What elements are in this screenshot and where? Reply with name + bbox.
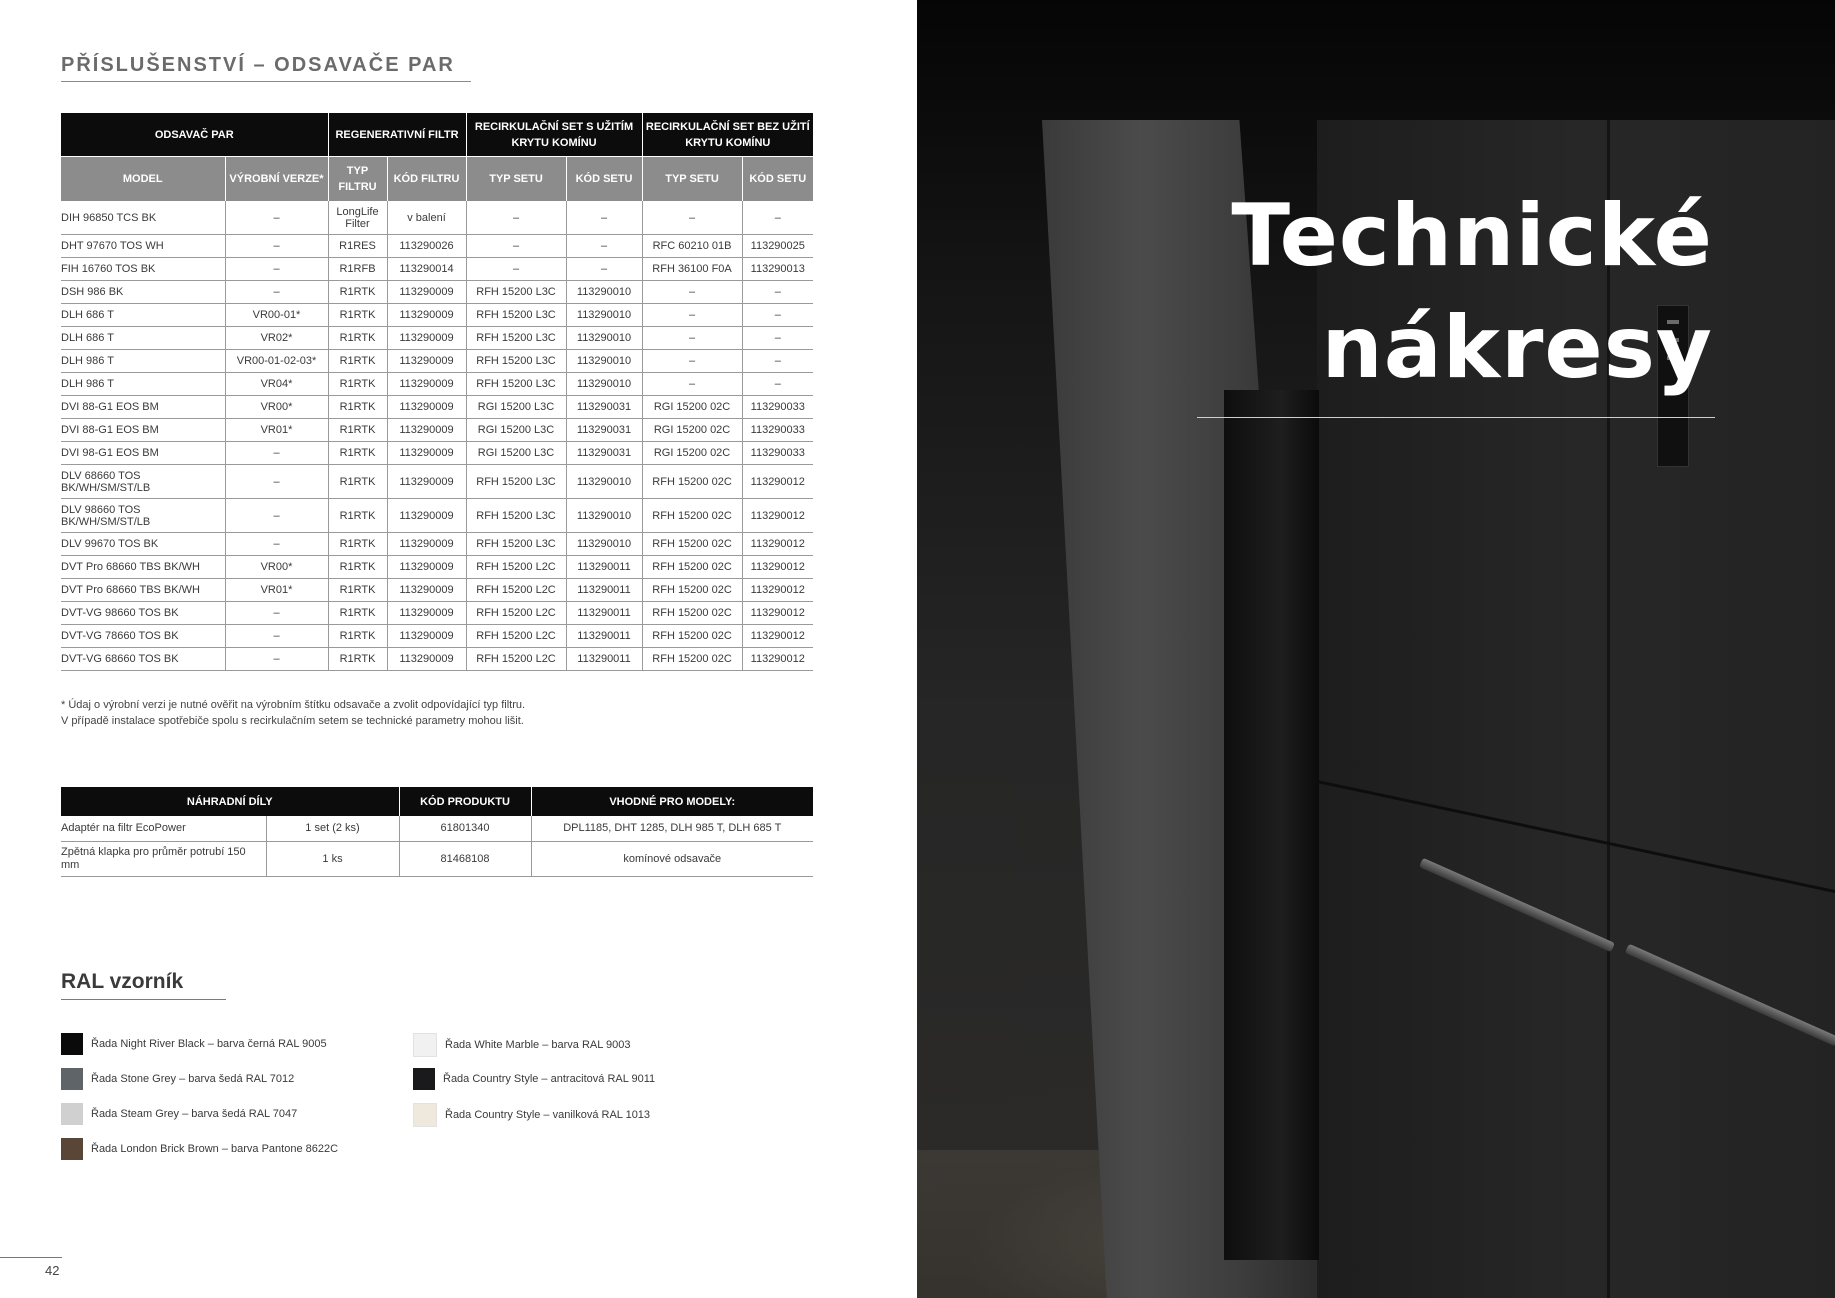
cell-filter-type: R1RTK: [328, 556, 387, 579]
cell-set-type-without-cover: –: [642, 350, 742, 373]
accessory-group-header-row: [61, 113, 813, 157]
cell-set-code-with-cover: 113290010: [566, 533, 642, 556]
cell-filter-type: R1RTK: [328, 327, 387, 350]
accessory-table-body: [61, 201, 813, 671]
col-header-filter-type: TYP FILTRU: [328, 157, 387, 202]
cell-production-version: –: [225, 499, 328, 533]
cell-production-version: VR02*: [225, 327, 328, 350]
table-row: [61, 579, 813, 602]
cell-set-type-with-cover: RFH 15200 L3C: [466, 533, 566, 556]
cell-filter-type: R1RTK: [328, 533, 387, 556]
cell-set-code-with-cover: 113290010: [566, 327, 642, 350]
cell-production-version: –: [225, 533, 328, 556]
title-line-2: nákresy: [1321, 298, 1713, 398]
part-models: komínové odsavače: [531, 842, 813, 877]
color-swatch: [61, 1033, 83, 1055]
spare-parts-header-row: [61, 787, 813, 816]
ral-item-country-style-anthracite: [413, 1068, 655, 1090]
cell-model: DLH 686 T: [61, 304, 225, 327]
cell-set-type-without-cover: RFH 15200 02C: [642, 556, 742, 579]
cell-set-code-without-cover: –: [742, 327, 813, 350]
footnotes: [61, 697, 525, 729]
table-row: [61, 419, 813, 442]
ral-item-stone-grey: [61, 1068, 294, 1090]
footnote-version: * Údaj o výrobní verzi je nutné ověřit na výrobním štítku odsavače a zvolit odpovídající typ filtru.: [61, 699, 526, 711]
cell-filter-code: 113290009: [387, 304, 466, 327]
cell-set-code-with-cover: –: [566, 258, 642, 281]
cell-filter-code: 113290009: [387, 625, 466, 648]
cell-set-code-without-cover: –: [742, 201, 813, 235]
part-code: 81468108: [399, 842, 531, 877]
color-swatch: [413, 1103, 437, 1127]
cell-filter-type: R1RTK: [328, 373, 387, 396]
cell-set-type-without-cover: –: [642, 281, 742, 304]
cell-model: DLH 686 T: [61, 327, 225, 350]
table-row: [61, 201, 813, 235]
cell-filter-code: 113290009: [387, 373, 466, 396]
cell-set-type-without-cover: RFH 15200 02C: [642, 499, 742, 533]
cell-set-code-with-cover: 113290011: [566, 648, 642, 671]
ral-item-label: Řada Country Style – vanilková RAL 1013: [445, 1109, 651, 1121]
cell-set-code-with-cover: 113290011: [566, 602, 642, 625]
cell-production-version: –: [225, 258, 328, 281]
cell-filter-type: R1RTK: [328, 281, 387, 304]
table-row: [61, 235, 813, 258]
ral-item-label: Řada Stone Grey – barva šedá RAL 7012: [91, 1073, 295, 1085]
col-header-version: VÝROBNÍ VERZE*: [225, 157, 328, 202]
cell-set-type-with-cover: –: [466, 201, 566, 235]
table-row: [61, 816, 813, 842]
cell-set-type-without-cover: –: [642, 373, 742, 396]
cell-set-code-without-cover: 113290033: [742, 419, 813, 442]
cell-set-code-with-cover: 113290031: [566, 442, 642, 465]
cell-set-type-without-cover: RFH 15200 02C: [642, 579, 742, 602]
cell-set-type-without-cover: RFH 36100 F0A: [642, 258, 742, 281]
cell-model: DVT-VG 78660 TOS BK: [61, 625, 225, 648]
accessory-sub-header-row: [61, 157, 813, 202]
cell-set-code-with-cover: 113290031: [566, 396, 642, 419]
right-page-title: [1231, 180, 1713, 404]
cell-production-version: –: [225, 602, 328, 625]
cell-filter-type: R1RTK: [328, 499, 387, 533]
table-row: [61, 350, 813, 373]
cell-set-type-with-cover: RFH 15200 L3C: [466, 304, 566, 327]
cell-production-version: –: [225, 648, 328, 671]
cell-set-type-without-cover: RGI 15200 02C: [642, 396, 742, 419]
cell-set-code-without-cover: –: [742, 373, 813, 396]
color-swatch: [413, 1068, 435, 1090]
cell-set-type-without-cover: RGI 15200 02C: [642, 419, 742, 442]
cell-filter-type: R1RTK: [328, 442, 387, 465]
group-header-recirc-without-cover: RECIRKULAČNÍ SET BEZ UŽITÍ KRYTU KOMÍNU: [642, 113, 813, 157]
cell-set-code-without-cover: 113290012: [742, 465, 813, 499]
cell-filter-type: R1RTK: [328, 350, 387, 373]
cell-production-version: VR04*: [225, 373, 328, 396]
cell-filter-code: 113290009: [387, 442, 466, 465]
color-swatch: [61, 1103, 83, 1125]
table-row: [61, 442, 813, 465]
cell-model: DLV 68660 TOS BK/WH/SM/ST/LB: [61, 465, 225, 499]
cell-model: DLV 98660 TOS BK/WH/SM/ST/LB: [61, 499, 225, 533]
cell-filter-code: 113290009: [387, 579, 466, 602]
part-name: Zpětná klapka pro průměr potrubí 150 mm: [61, 842, 266, 877]
color-swatch: [61, 1068, 83, 1090]
cell-set-type-without-cover: RFC 60210 01B: [642, 235, 742, 258]
cell-set-code-without-cover: 113290012: [742, 556, 813, 579]
table-row: [61, 842, 813, 877]
color-swatch: [413, 1033, 437, 1057]
cell-set-code-with-cover: 113290011: [566, 556, 642, 579]
group-header-hood: ODSAVAČ PAR: [61, 113, 328, 157]
cell-set-code-with-cover: 113290031: [566, 419, 642, 442]
col-header-set-code-2: KÓD SETU: [742, 157, 813, 202]
cell-model: DHT 97670 TOS WH: [61, 235, 225, 258]
cell-production-version: –: [225, 465, 328, 499]
cell-set-type-with-cover: –: [466, 235, 566, 258]
cell-production-version: –: [225, 442, 328, 465]
cell-set-code-without-cover: –: [742, 304, 813, 327]
table-row: [61, 396, 813, 419]
ral-item-country-style-vanilla: [413, 1103, 650, 1127]
cell-model: DVT Pro 68660 TBS BK/WH: [61, 579, 225, 602]
col-header-product-code: KÓD PRODUKTU: [399, 787, 531, 816]
ral-item-label: Řada London Brick Brown – barva Pantone 8622C: [91, 1143, 339, 1155]
cell-filter-code: 113290009: [387, 350, 466, 373]
cell-production-version: –: [225, 201, 328, 235]
col-header-set-type-1: TYP SETU: [466, 157, 566, 202]
table-row: [61, 465, 813, 499]
cell-set-type-with-cover: RFH 15200 L2C: [466, 648, 566, 671]
cell-model: DLV 99670 TOS BK: [61, 533, 225, 556]
cell-model: DVT-VG 68660 TOS BK: [61, 648, 225, 671]
col-header-set-code-1: KÓD SETU: [566, 157, 642, 202]
part-code: 61801340: [399, 816, 531, 842]
cell-filter-code: 113290009: [387, 281, 466, 304]
cell-filter-type: LongLife Filter: [328, 201, 387, 235]
cell-set-type-with-cover: RFH 15200 L2C: [466, 579, 566, 602]
cell-model: DVT Pro 68660 TBS BK/WH: [61, 556, 225, 579]
cell-set-code-without-cover: 113290025: [742, 235, 813, 258]
cell-filter-code: 113290009: [387, 499, 466, 533]
cell-filter-code: 113290009: [387, 533, 466, 556]
cell-set-type-with-cover: RGI 15200 L3C: [466, 396, 566, 419]
part-quantity: 1 ks: [266, 842, 399, 877]
cell-set-code-with-cover: 113290010: [566, 373, 642, 396]
cell-production-version: VR00-01*: [225, 304, 328, 327]
section-title: PŘÍSLUŠENSTVÍ – ODSAVAČE PAR: [61, 54, 471, 82]
cell-production-version: VR01*: [225, 579, 328, 602]
cell-set-code-with-cover: 113290010: [566, 304, 642, 327]
cell-production-version: VR00*: [225, 556, 328, 579]
cell-set-code-with-cover: 113290010: [566, 465, 642, 499]
cell-filter-type: R1RTK: [328, 625, 387, 648]
cell-set-code-with-cover: 113290011: [566, 579, 642, 602]
table-row: [61, 258, 813, 281]
cell-production-version: VR00-01-02-03*: [225, 350, 328, 373]
cell-set-type-without-cover: –: [642, 327, 742, 350]
ral-item-label: Řada Night River Black – barva černá RAL 9005: [91, 1038, 327, 1050]
table-row: [61, 281, 813, 304]
cell-production-version: VR01*: [225, 419, 328, 442]
cell-filter-code: 113290009: [387, 465, 466, 499]
col-header-spare-parts: NÁHRADNÍ DÍLY: [61, 787, 399, 816]
cell-set-type-without-cover: RFH 15200 02C: [642, 648, 742, 671]
right-page-photo: [917, 0, 1835, 1298]
ral-item-night-river-black: [61, 1033, 327, 1055]
cell-filter-code: v balení: [387, 201, 466, 235]
col-header-suitable-models: VHODNÉ PRO MODELY:: [531, 787, 813, 816]
col-header-model: MODEL: [61, 157, 225, 202]
page-number: 42: [45, 1263, 60, 1278]
group-header-recirc-with-cover: RECIRKULAČNÍ SET S UŽITÍM KRYTU KOMÍNU: [466, 113, 642, 157]
cell-filter-code: 113290026: [387, 235, 466, 258]
cell-set-code-without-cover: 113290012: [742, 648, 813, 671]
table-row: [61, 625, 813, 648]
ral-item-steam-grey: [61, 1103, 297, 1125]
cell-production-version: –: [225, 235, 328, 258]
cell-set-code-without-cover: 113290012: [742, 499, 813, 533]
table-row: [61, 373, 813, 396]
cell-filter-code: 113290009: [387, 327, 466, 350]
cell-set-type-without-cover: RGI 15200 02C: [642, 442, 742, 465]
cell-filter-type: R1RTK: [328, 602, 387, 625]
cell-set-code-without-cover: 113290012: [742, 533, 813, 556]
cell-set-type-without-cover: –: [642, 201, 742, 235]
title-rule: [1197, 417, 1715, 418]
cell-filter-type: R1RTK: [328, 304, 387, 327]
cell-filter-type: R1RTK: [328, 465, 387, 499]
col-header-filter-code: KÓD FILTRU: [387, 157, 466, 202]
table-row: [61, 556, 813, 579]
part-models: DPL1185, DHT 1285, DLH 985 T, DLH 685 T: [531, 816, 813, 842]
cell-filter-type: R1RES: [328, 235, 387, 258]
cell-filter-code: 113290014: [387, 258, 466, 281]
ral-item-london-brick-brown: [61, 1138, 338, 1160]
cell-set-type-with-cover: RFH 15200 L3C: [466, 350, 566, 373]
title-line-1: Technické: [1231, 186, 1713, 286]
table-row: [61, 602, 813, 625]
footnote-parameters: V případě instalace spotřebiče spolu s recirkulačním setem se technické parametry mohou lišit.: [61, 715, 524, 727]
table-row: [61, 648, 813, 671]
table-row: [61, 533, 813, 556]
cell-set-code-without-cover: 113290012: [742, 625, 813, 648]
cell-filter-code: 113290009: [387, 419, 466, 442]
ral-title: RAL vzorník: [61, 970, 226, 1000]
cell-set-type-with-cover: RFH 15200 L2C: [466, 556, 566, 579]
cell-filter-type: R1RTK: [328, 396, 387, 419]
cell-set-type-without-cover: RFH 15200 02C: [642, 625, 742, 648]
cell-set-type-with-cover: RFH 15200 L2C: [466, 625, 566, 648]
cell-model: FIH 16760 TOS BK: [61, 258, 225, 281]
cell-set-code-with-cover: 113290010: [566, 499, 642, 533]
cell-set-code-with-cover: 113290010: [566, 281, 642, 304]
cell-model: DVI 98-G1 EOS BM: [61, 442, 225, 465]
ral-item-label: Řada Steam Grey – barva šedá RAL 7047: [91, 1108, 298, 1120]
cell-model: DIH 96850 TCS BK: [61, 201, 225, 235]
cell-set-type-without-cover: RFH 15200 02C: [642, 465, 742, 499]
ral-item-label: Řada Country Style – antracitová RAL 9011: [443, 1073, 656, 1085]
cell-set-type-without-cover: –: [642, 304, 742, 327]
cell-set-code-with-cover: 113290011: [566, 625, 642, 648]
cell-model: DLH 986 T: [61, 350, 225, 373]
ral-item-white-marble: [413, 1033, 630, 1057]
left-page: [0, 0, 917, 1298]
page-number-rule: [0, 1257, 62, 1258]
cell-set-type-with-cover: RFH 15200 L3C: [466, 281, 566, 304]
cell-set-code-with-cover: –: [566, 201, 642, 235]
cell-set-type-with-cover: RGI 15200 L3C: [466, 419, 566, 442]
part-name: Adaptér na filtr EcoPower: [61, 816, 266, 842]
cell-set-code-without-cover: 113290033: [742, 396, 813, 419]
cell-set-code-with-cover: –: [566, 235, 642, 258]
cell-set-code-without-cover: 113290013: [742, 258, 813, 281]
cell-set-code-with-cover: 113290010: [566, 350, 642, 373]
table-row: [61, 327, 813, 350]
cell-filter-type: R1RTK: [328, 419, 387, 442]
cell-set-code-without-cover: 113290012: [742, 579, 813, 602]
cell-set-type-without-cover: RFH 15200 02C: [642, 602, 742, 625]
col-header-set-type-2: TYP SETU: [642, 157, 742, 202]
cell-set-type-with-cover: –: [466, 258, 566, 281]
cell-set-type-with-cover: RFH 15200 L3C: [466, 465, 566, 499]
cell-set-code-without-cover: 113290012: [742, 602, 813, 625]
cell-model: DSH 986 BK: [61, 281, 225, 304]
cell-set-type-with-cover: RFH 15200 L3C: [466, 499, 566, 533]
color-swatch: [61, 1138, 83, 1160]
cell-production-version: –: [225, 625, 328, 648]
cell-filter-type: R1RTK: [328, 648, 387, 671]
accessory-table: [61, 113, 813, 671]
cell-set-type-with-cover: RFH 15200 L2C: [466, 602, 566, 625]
cell-filter-code: 113290009: [387, 648, 466, 671]
cell-set-code-without-cover: –: [742, 281, 813, 304]
cell-production-version: VR00*: [225, 396, 328, 419]
cell-set-code-without-cover: –: [742, 350, 813, 373]
group-header-regen-filter: REGENERATIVNÍ FILTR: [328, 113, 466, 157]
spare-parts-table: [61, 787, 813, 877]
cell-filter-code: 113290009: [387, 602, 466, 625]
table-row: [61, 304, 813, 327]
cell-filter-type: R1RTK: [328, 579, 387, 602]
cell-set-type-without-cover: RFH 15200 02C: [642, 533, 742, 556]
cell-set-code-without-cover: 113290033: [742, 442, 813, 465]
cell-set-type-with-cover: RGI 15200 L3C: [466, 442, 566, 465]
cell-model: DVI 88-G1 EOS BM: [61, 396, 225, 419]
cell-model: DVI 88-G1 EOS BM: [61, 419, 225, 442]
cell-model: DLH 986 T: [61, 373, 225, 396]
cell-set-type-with-cover: RFH 15200 L3C: [466, 327, 566, 350]
cell-filter-code: 113290009: [387, 556, 466, 579]
fridge-side-edge-shape: [1224, 390, 1319, 1260]
cell-filter-code: 113290009: [387, 396, 466, 419]
table-row: [61, 499, 813, 533]
ral-item-label: Řada White Marble – barva RAL 9003: [445, 1039, 631, 1051]
cell-model: DVT-VG 98660 TOS BK: [61, 602, 225, 625]
cell-filter-type: R1RFB: [328, 258, 387, 281]
cell-production-version: –: [225, 281, 328, 304]
part-quantity: 1 set (2 ks): [266, 816, 399, 842]
cell-set-type-with-cover: RFH 15200 L3C: [466, 373, 566, 396]
